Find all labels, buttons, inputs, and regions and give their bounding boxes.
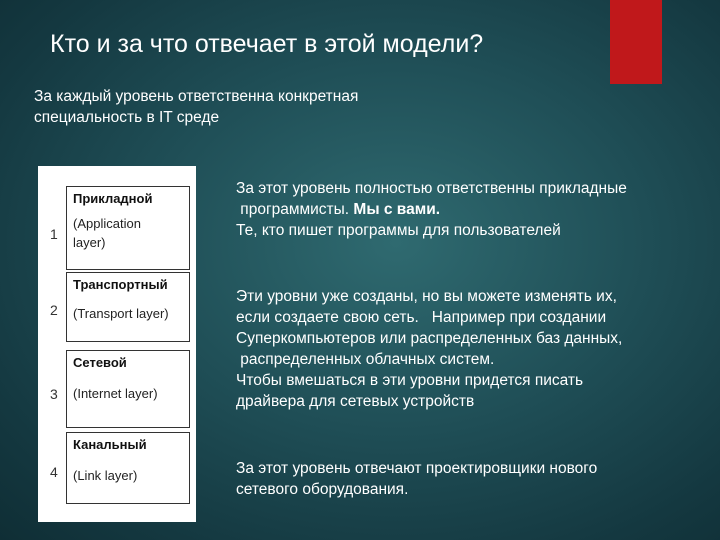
desc-line: За этот уровень полностью ответственны прикладные — [236, 180, 627, 197]
layer-name: Канальный — [73, 437, 147, 452]
desc-text: программисты. — [236, 201, 354, 218]
intro-text — [34, 86, 454, 128]
desc-line: Те, кто пишет программы для пользователей — [236, 222, 561, 239]
layer-number: 2 — [50, 302, 58, 318]
layer-subtitle: (Internet layer) — [73, 386, 158, 401]
middle-layers-description — [236, 286, 696, 412]
layer-number: 3 — [50, 386, 58, 402]
desc-line: драйвера для сетевых устройств — [236, 393, 475, 410]
desc-line: Эти уровни уже созданы, но вы можете изменять их, — [236, 288, 617, 305]
layer-name: Прикладной — [73, 191, 153, 206]
layer-subtitle: (Application — [73, 216, 141, 231]
intro-line: За каждый уровень ответственна конкретная — [34, 88, 359, 105]
layer-box — [66, 272, 190, 342]
layer-subtitle: (Link layer) — [73, 468, 138, 483]
link-layer-description — [236, 458, 696, 500]
layer-subtitle: layer) — [73, 235, 106, 250]
layer-box — [66, 432, 190, 504]
application-layer-description — [236, 178, 696, 241]
desc-line: За этот уровень отвечают проектировщики нового — [236, 460, 598, 477]
red-accent-tab — [610, 0, 662, 84]
desc-line: если создаете свою сеть. Например при создании — [236, 309, 607, 326]
desc-line: сетевого оборудования. — [236, 481, 409, 498]
layer-subtitle: (Transport layer) — [73, 306, 169, 321]
desc-line: Суперкомпьютеров или распределенных баз данных, — [236, 330, 623, 347]
desc-line: распределенных облачных систем. — [236, 351, 495, 368]
desc-line — [236, 199, 696, 220]
layer-name: Сетевой — [73, 355, 127, 370]
layer-number: 1 — [50, 226, 58, 242]
layer-number: 4 — [50, 464, 58, 480]
layer-name: Транспортный — [73, 277, 168, 292]
desc-emphasis: Мы с вами. — [353, 201, 441, 218]
layer-box — [66, 350, 190, 428]
page-title: Кто и за что отвечает в этой модели? — [50, 30, 484, 58]
intro-line: специальность в IT среде — [34, 109, 220, 126]
layer-box — [66, 186, 190, 270]
desc-line: Чтобы вмешаться в эти уровни придется писать — [236, 372, 584, 389]
layers-diagram — [38, 166, 196, 522]
